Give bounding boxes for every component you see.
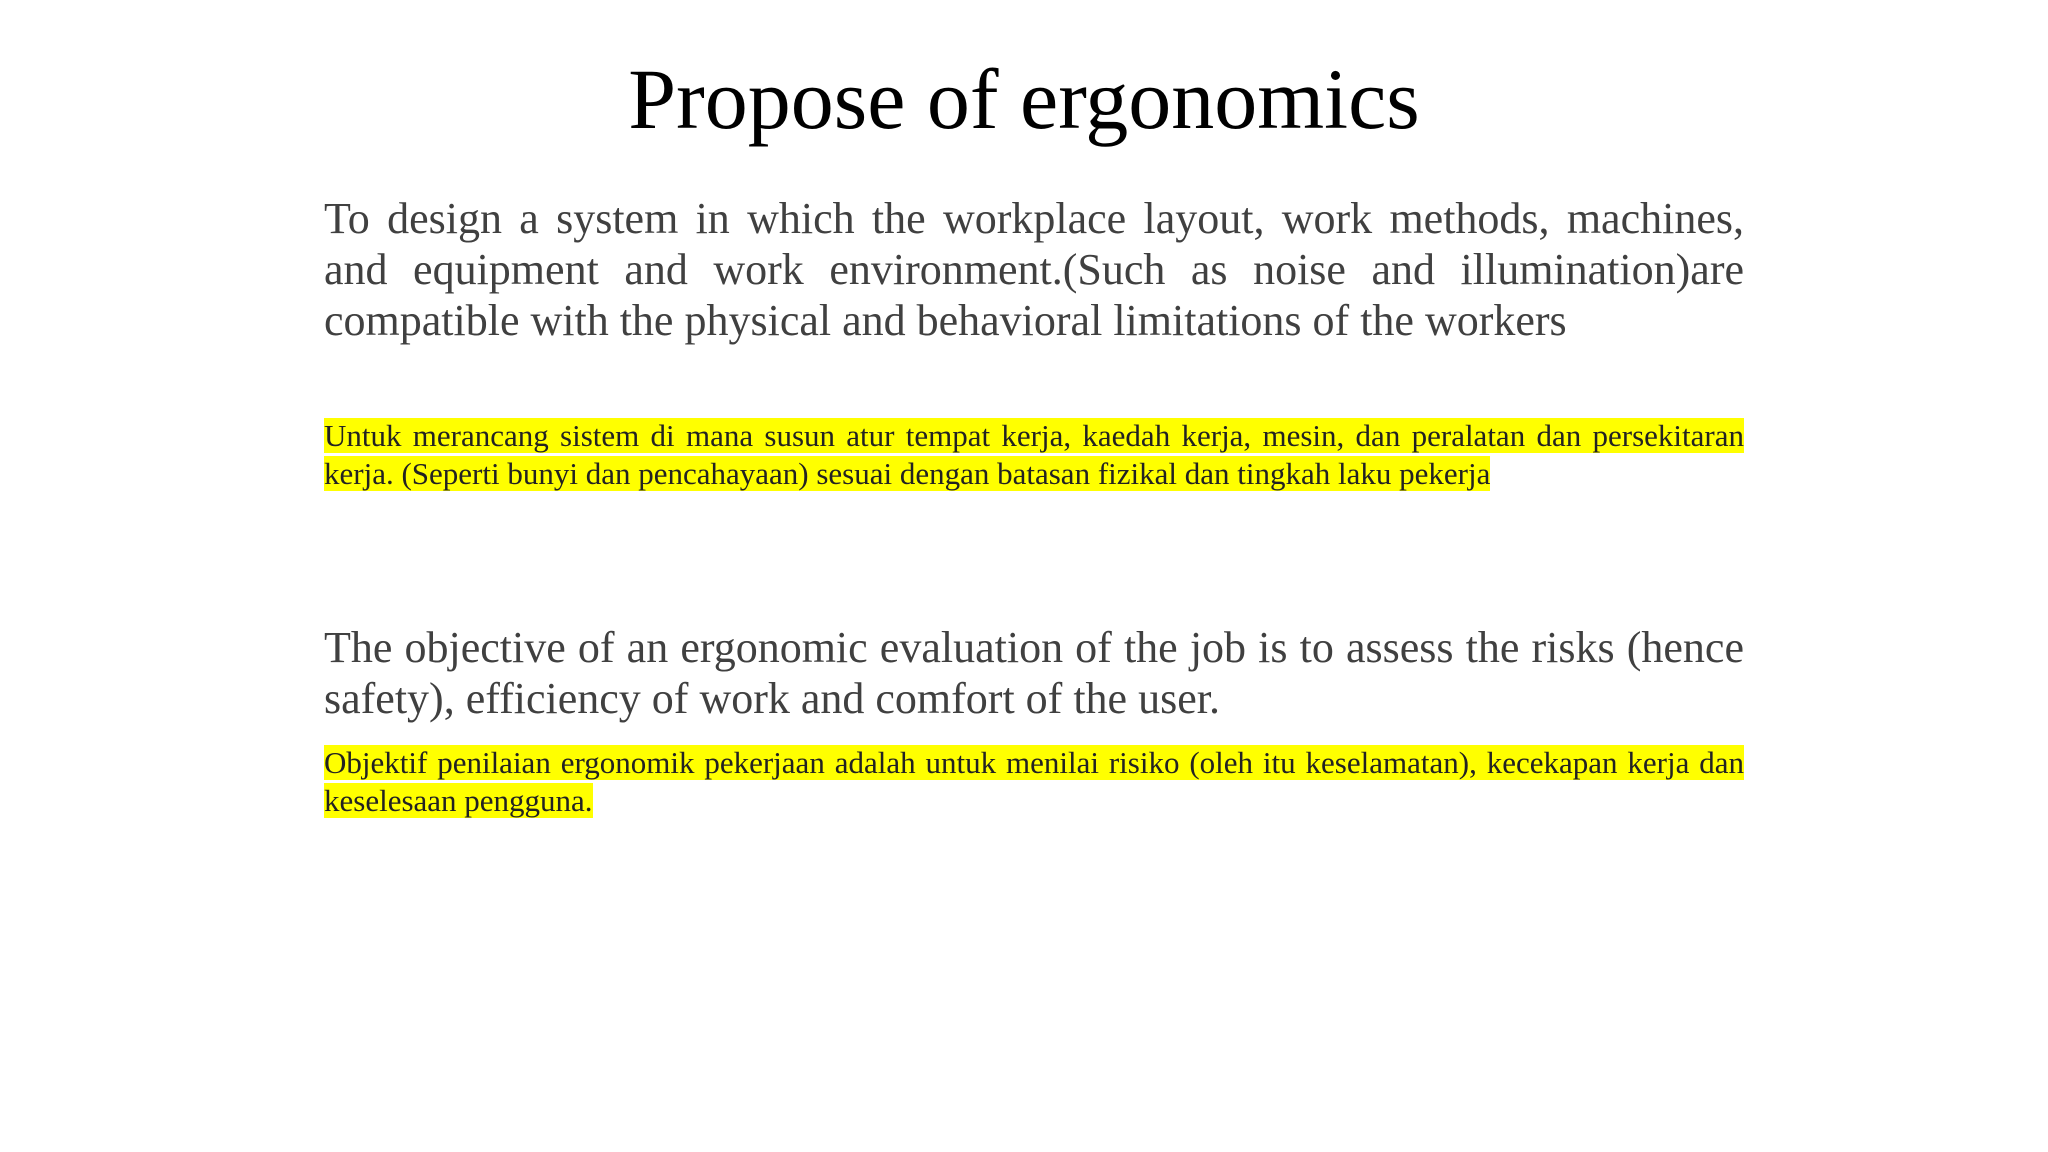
highlighted-paragraph [324,744,1744,819]
slide-title: Propose of ergonomics [628,51,1420,147]
highlighted-text: Untuk merancang sistem di mana susun atur tempat kerja, kaedah kerja, mesin, dan peralatan dan persekitaran kerja. (Seperti bunyi dan pencahayaan) sesuai dengan batasan fizikal dan tingkah laku pekerja [324,418,1744,491]
highlighted-paragraph [324,417,1744,492]
paragraph-purpose-malay [324,417,1744,492]
paragraph-objective-malay [324,744,1744,819]
paragraph-text: The objective of an ergonomic evaluation of the job is to assess the risks (hence safety), efficiency of work and comfort of the user. [324,623,1744,723]
paragraph-objective-english [324,622,1744,724]
paragraph-text: To design a system in which the workplace layout, work methods, machines, and equipment and work environment.(Such as noise and illumination)are compatible with the physical and behavioral limitations of the workers [324,194,1744,345]
highlighted-text: Objektif penilaian ergonomik pekerjaan adalah untuk menilai risiko (oleh itu keselamatan), kecekapan kerja dan keselesaan pengguna. [324,745,1744,818]
paragraph-purpose-english [324,193,1744,346]
